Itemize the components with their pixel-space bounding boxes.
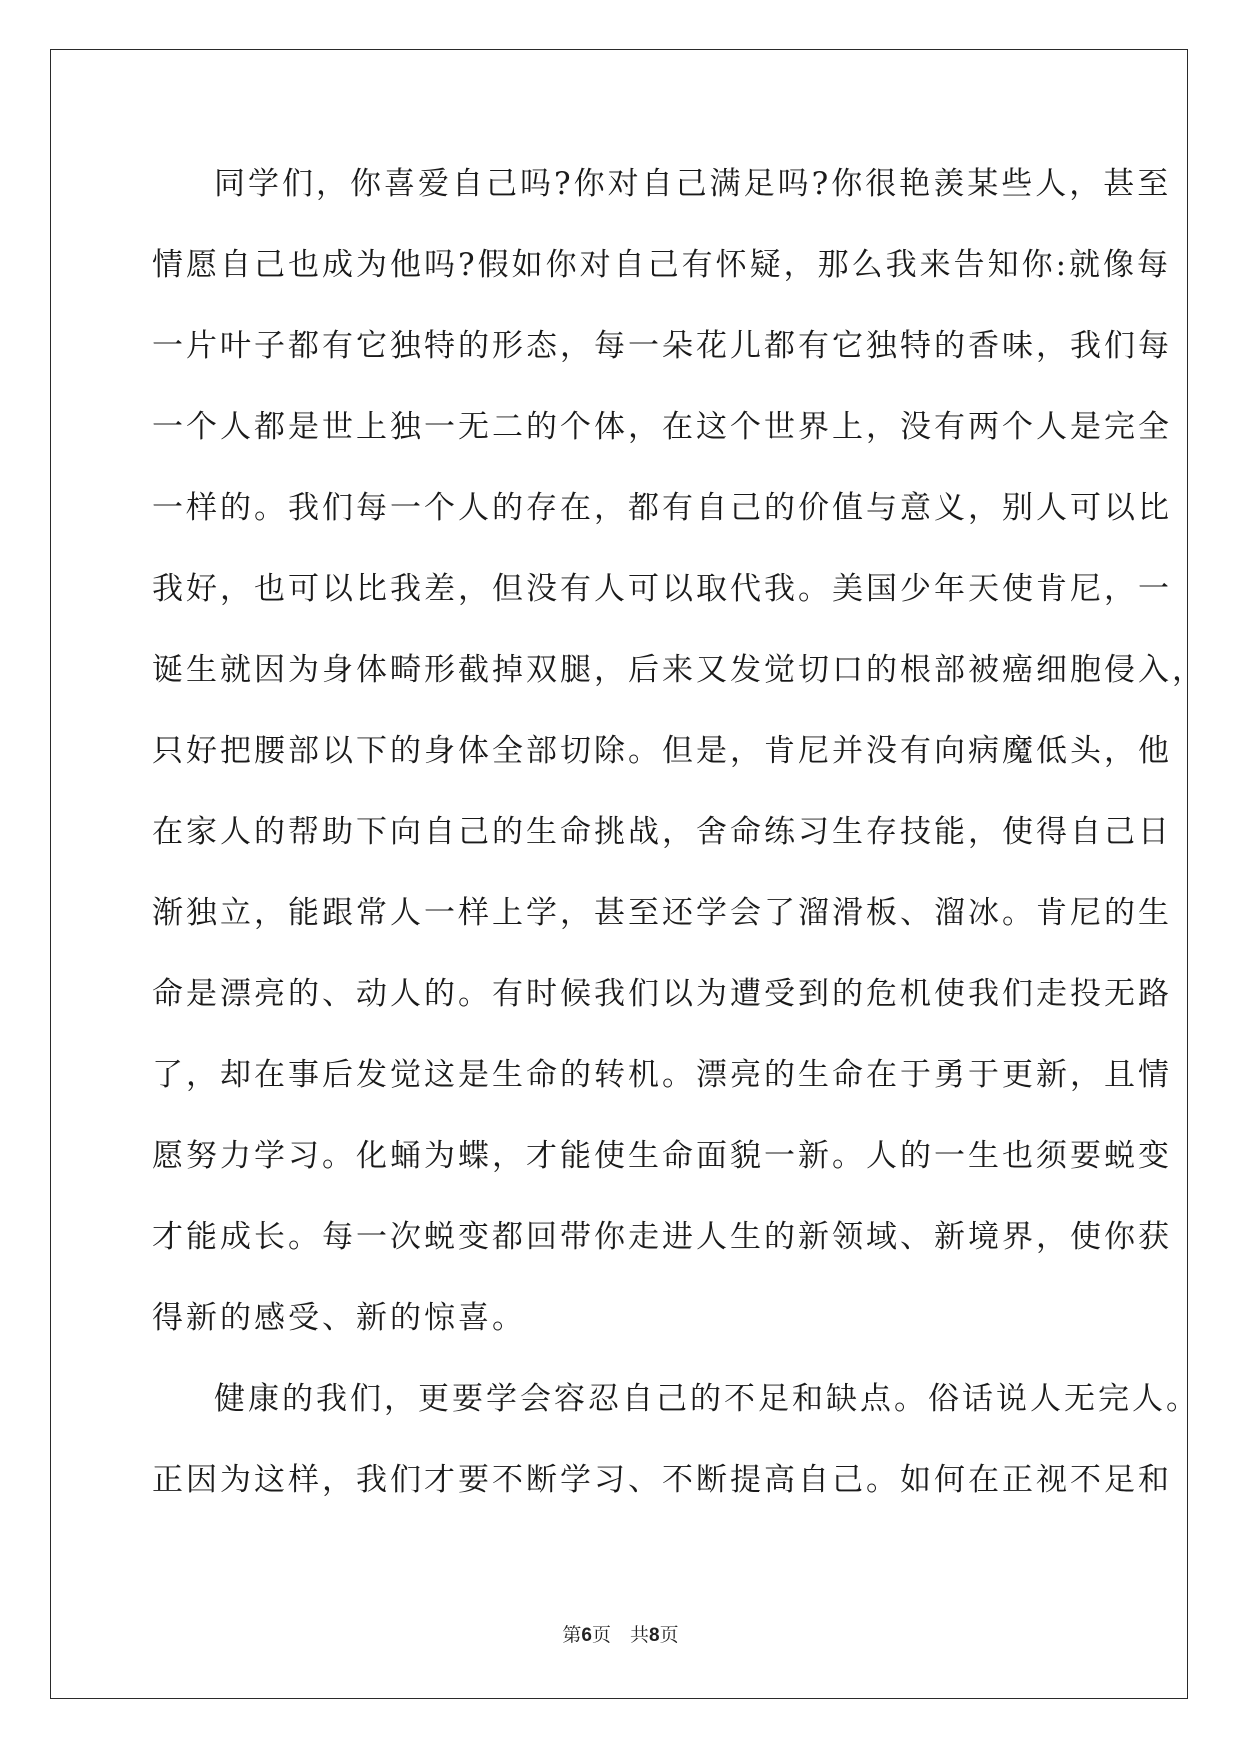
paragraph-1-line-11: 命是漂亮的、动人的。有时候我们以为遭受到的危机使我们走投无路 [152,976,1172,1012]
paragraph-2-line-1: 健康的我们，更要学会容忍自己的不足和缺点。俗话说人无完人。 [214,1381,1200,1417]
paragraph-1-line-13: 愿努力学习。化蛹为蝶，才能使生命面貌一新。人的一生也须要蜕变 [152,1138,1172,1174]
paragraph-1-line-9: 在家人的帮助下向自己的生命挑战，舍命练习生存技能，使得自己日 [152,814,1172,850]
paragraph-1-line-7: 诞生就因为身体畸形截掉双腿，后来又发觉切口的根部被癌细胞侵入， [152,652,1206,688]
paragraph-1-line-2: 情愿自己也成为他吗?假如你对自己有怀疑，那么我来告知你:就像每 [152,247,1172,283]
paragraph-1-line-10: 渐独立，能跟常人一样上学，甚至还学会了溜滑板、溜冰。肯尼的生 [152,895,1172,931]
paragraph-2-line-2: 正因为这样，我们才要不断学习、不断提高自己。如何在正视不足和 [152,1462,1172,1498]
paragraph-1-line-4: 一个人都是世上独一无二的个体，在这个世界上，没有两个人是完全 [152,409,1172,445]
document-body [152,160,1206,1537]
footer-total-pages: 8 [649,1625,660,1646]
paragraph-1-line-1: 同学们，你喜爱自己吗?你对自己满足吗?你很艳羡某些人，甚至 [214,166,1172,202]
footer-page-number: 6 [581,1625,592,1646]
paragraph-1-line-15: 得新的感受、新的惊喜。 [152,1300,526,1336]
page-footer [0,1620,1241,1647]
paragraph-1-line-5: 一样的。我们每一个人的存在，都有自己的价值与意义，别人可以比 [152,490,1172,526]
footer-page-prefix: 第 [562,1624,582,1646]
footer-page-mid: 页 共 [591,1624,649,1646]
paragraph-1-line-3: 一片叶子都有它独特的形态，每一朵花儿都有它独特的香味，我们每 [152,328,1172,364]
paragraph-1-line-6: 我好，也可以比我差，但没有人可以取代我。美国少年天使肯尼，一 [152,571,1172,607]
paragraph-1-line-12: 了，却在事后发觉这是生命的转机。漂亮的生命在于勇于更新，且情 [152,1057,1172,1093]
paragraph-1-line-14: 才能成长。每一次蜕变都回带你走进人生的新领域、新境界，使你获 [152,1219,1172,1255]
footer-page-suffix: 页 [659,1624,679,1646]
paragraph-1-line-8: 只好把腰部以下的身体全部切除。但是，肯尼并没有向病魔低头，他 [152,733,1172,769]
